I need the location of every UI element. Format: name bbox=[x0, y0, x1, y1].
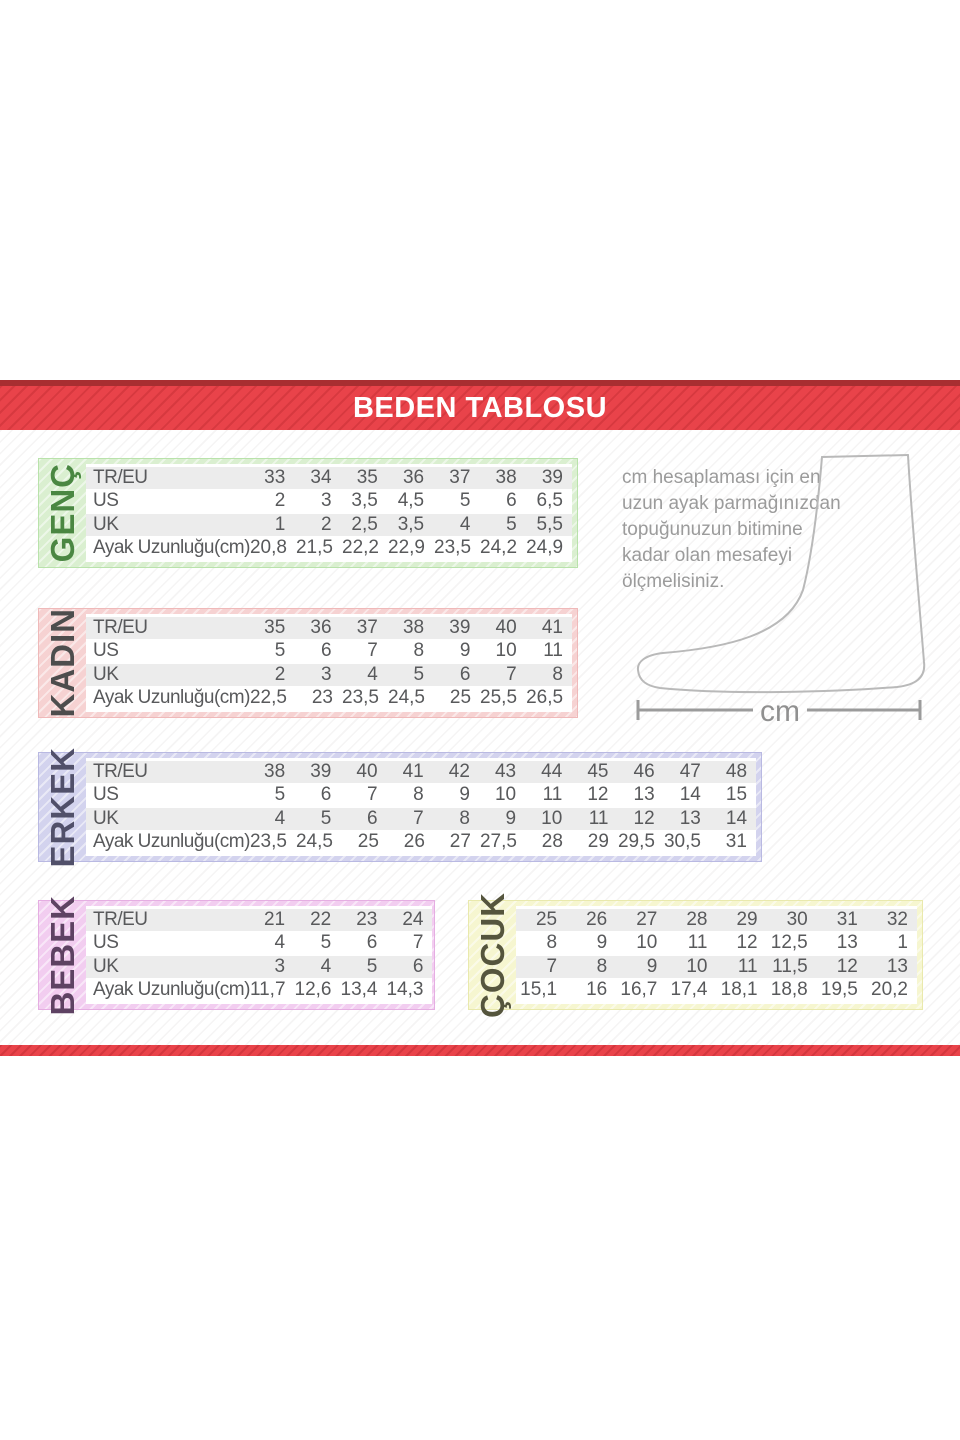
size-table-genc bbox=[38, 458, 578, 568]
size-value-cell: 39 bbox=[310, 761, 332, 783]
size-value-cell: 25 bbox=[357, 830, 379, 852]
size-value-cell: 5 bbox=[320, 932, 332, 954]
size-value-cell: 30 bbox=[786, 909, 808, 931]
table-side-band bbox=[469, 892, 516, 1018]
size-value-cell: 8 bbox=[413, 640, 425, 662]
size-value-cell: 16,7 bbox=[620, 978, 658, 1000]
row-label-cell: TR/EU bbox=[93, 617, 148, 639]
size-value-cell: 24 bbox=[402, 909, 424, 931]
size-value-cell: 2 bbox=[320, 513, 332, 535]
size-row bbox=[86, 784, 756, 806]
cm-unit-label: cm bbox=[760, 695, 800, 728]
table-side-label: GENÇ bbox=[44, 463, 81, 563]
size-row bbox=[86, 909, 432, 931]
size-value-cell: 3 bbox=[274, 955, 286, 977]
size-row bbox=[516, 956, 917, 978]
size-value-cell: 11,5 bbox=[772, 955, 808, 977]
size-value-cell: 8 bbox=[546, 932, 558, 954]
size-value-cell: 6,5 bbox=[536, 490, 563, 512]
size-value-cell: 10 bbox=[636, 932, 658, 954]
row-label-cell: UK bbox=[93, 955, 119, 977]
size-value-cell: 9 bbox=[505, 807, 517, 829]
size-value-cell: 19,5 bbox=[820, 978, 858, 1000]
size-value-cell: 18,8 bbox=[770, 978, 808, 1000]
size-value-cell: 4 bbox=[320, 955, 332, 977]
size-value-cell: 6 bbox=[506, 490, 517, 512]
instruction-line: ölçmelisiniz. bbox=[622, 571, 725, 592]
size-table-cocuk bbox=[468, 892, 923, 1018]
size-value-cell: 34 bbox=[310, 467, 332, 489]
size-value-cell: 6 bbox=[412, 955, 424, 977]
size-row bbox=[516, 932, 917, 954]
size-row bbox=[516, 909, 917, 931]
page-title: BEDEN TABLOSU bbox=[352, 391, 608, 424]
instruction-line: cm hesaplaması için en bbox=[622, 467, 821, 488]
size-value-cell: 7 bbox=[413, 807, 424, 829]
size-value-cell: 45 bbox=[587, 761, 609, 783]
size-value-cell: 7 bbox=[412, 932, 424, 954]
size-value-cell: 40 bbox=[356, 761, 378, 783]
size-value-cell: 16 bbox=[586, 978, 608, 1000]
row-label-cell: TR/EU bbox=[93, 467, 148, 489]
size-value-cell: 2 bbox=[274, 663, 286, 685]
size-value-cell: 27,5 bbox=[479, 830, 517, 852]
size-value-cell: 33 bbox=[264, 467, 286, 489]
size-value-cell: 17,4 bbox=[670, 978, 708, 1000]
size-value-cell: 3,5 bbox=[397, 513, 425, 535]
size-table-bebek bbox=[38, 894, 435, 1016]
size-value-cell: 5 bbox=[506, 513, 517, 535]
size-value-cell: 1 bbox=[897, 932, 908, 954]
size-value-cell: 3 bbox=[320, 490, 332, 512]
size-table-body bbox=[86, 464, 572, 562]
size-value-cell: 2,5 bbox=[351, 513, 378, 535]
size-value-cell: 11 bbox=[588, 807, 609, 829]
size-value-cell: 5 bbox=[413, 663, 425, 685]
size-value-cell: 5 bbox=[459, 490, 471, 512]
row-label-cell: TR/EU bbox=[93, 761, 148, 783]
size-value-cell: 13 bbox=[679, 807, 701, 829]
size-value-cell: 13 bbox=[633, 784, 655, 806]
size-value-cell: 24,2 bbox=[480, 536, 518, 558]
row-label-cell: Ayak Uzunluğu(cm) bbox=[93, 686, 250, 708]
size-value-cell: 48 bbox=[725, 761, 748, 783]
size-value-cell: 12,6 bbox=[294, 978, 332, 1000]
size-value-cell: 6 bbox=[459, 663, 471, 685]
size-value-cell: 22 bbox=[310, 909, 332, 931]
size-value-cell: 29 bbox=[736, 909, 758, 931]
size-value-cell: 10 bbox=[495, 640, 517, 662]
size-value-cell: 38 bbox=[402, 617, 425, 639]
size-value-cell: 8 bbox=[413, 784, 424, 806]
size-value-cell: 7 bbox=[506, 663, 517, 685]
size-value-cell: 36 bbox=[402, 467, 425, 489]
table-side-band bbox=[39, 459, 86, 567]
size-value-cell: 6 bbox=[366, 932, 378, 954]
table-side-label: BEBEK bbox=[44, 894, 81, 1016]
size-value-cell: 38 bbox=[495, 467, 517, 489]
size-value-cell: 3 bbox=[320, 663, 332, 685]
size-value-cell: 4 bbox=[274, 932, 286, 954]
size-value-cell: 11 bbox=[542, 784, 563, 806]
size-value-cell: 5 bbox=[274, 640, 286, 662]
row-label-cell: US bbox=[93, 490, 119, 512]
size-value-cell: 20,2 bbox=[871, 978, 908, 1000]
size-row bbox=[86, 979, 432, 1001]
size-value-cell: 7 bbox=[546, 955, 558, 977]
size-value-cell: 11,7 bbox=[249, 978, 286, 1000]
size-value-cell: 4,5 bbox=[397, 490, 425, 512]
size-value-cell: 6 bbox=[366, 807, 378, 829]
size-value-cell: 36 bbox=[310, 617, 332, 639]
size-value-cell: 14,3 bbox=[386, 978, 424, 1000]
size-value-cell: 31 bbox=[836, 909, 858, 931]
size-row bbox=[86, 467, 572, 489]
size-value-cell: 3,5 bbox=[351, 490, 378, 512]
size-value-cell: 23,5 bbox=[249, 830, 287, 852]
size-row bbox=[86, 514, 572, 536]
size-value-cell: 47 bbox=[679, 761, 701, 783]
instruction-line: kadar olan mesafeyi bbox=[622, 545, 793, 566]
instruction-line: uzun ayak parmağınızdan bbox=[622, 493, 841, 514]
instruction-line: topuğunuzun bitimine bbox=[622, 519, 803, 540]
size-value-cell: 41 bbox=[402, 761, 424, 783]
size-value-cell: 7 bbox=[366, 784, 378, 806]
size-value-cell: 5,5 bbox=[536, 513, 563, 535]
size-value-cell: 9 bbox=[459, 784, 470, 806]
table-side-label: ÇOCUK bbox=[474, 892, 511, 1018]
size-value-cell: 23,5 bbox=[342, 686, 379, 708]
size-value-cell: 24,5 bbox=[388, 686, 425, 708]
row-label-cell: UK bbox=[93, 513, 119, 535]
size-value-cell: 22,9 bbox=[388, 536, 425, 558]
size-row bbox=[86, 640, 572, 662]
size-value-cell: 10 bbox=[541, 807, 563, 829]
size-value-cell: 21 bbox=[263, 909, 286, 931]
size-value-cell: 35 bbox=[264, 617, 286, 639]
size-value-cell: 44 bbox=[541, 761, 563, 783]
size-table-body bbox=[86, 906, 432, 1004]
foot-outline-illustration bbox=[615, 450, 945, 740]
size-value-cell: 5 bbox=[274, 784, 286, 806]
size-value-cell: 6 bbox=[320, 640, 332, 662]
size-value-cell: 25 bbox=[449, 686, 472, 708]
size-value-cell: 11 bbox=[687, 932, 708, 954]
size-value-cell: 39 bbox=[541, 467, 563, 489]
table-side-band bbox=[39, 746, 86, 868]
row-label-cell: US bbox=[93, 784, 119, 806]
size-value-cell: 31 bbox=[725, 830, 747, 852]
size-value-cell: 24,9 bbox=[526, 536, 564, 558]
size-value-cell: 1 bbox=[274, 513, 286, 535]
size-table-body bbox=[86, 614, 572, 712]
size-value-cell: 35 bbox=[356, 467, 378, 489]
bottom-red-stripe bbox=[0, 1045, 960, 1056]
size-value-cell: 18,1 bbox=[720, 978, 758, 1000]
size-row bbox=[86, 490, 572, 512]
size-value-cell: 12,5 bbox=[770, 932, 808, 954]
size-value-cell: 11 bbox=[543, 640, 563, 662]
row-label-cell: US bbox=[93, 932, 119, 954]
size-value-cell: 30,5 bbox=[663, 830, 701, 852]
size-value-cell: 23 bbox=[356, 909, 378, 931]
size-chart-banner bbox=[0, 380, 960, 430]
size-value-cell: 12 bbox=[736, 932, 758, 954]
size-value-cell: 6 bbox=[320, 784, 332, 806]
size-value-cell: 13 bbox=[886, 955, 908, 977]
size-value-cell: 22,5 bbox=[249, 686, 287, 708]
size-value-cell: 29,5 bbox=[617, 830, 655, 852]
table-side-label: ERKEK bbox=[44, 746, 81, 868]
size-value-cell: 2 bbox=[274, 490, 286, 512]
size-value-cell: 9 bbox=[596, 932, 608, 954]
row-label-cell: US bbox=[93, 640, 119, 662]
size-value-cell: 43 bbox=[494, 761, 517, 783]
size-value-cell: 32 bbox=[886, 909, 908, 931]
size-row bbox=[86, 831, 756, 853]
size-value-cell: 23 bbox=[311, 686, 333, 708]
size-table-body bbox=[86, 758, 756, 856]
size-value-cell: 46 bbox=[633, 761, 655, 783]
size-value-cell: 10 bbox=[494, 784, 517, 806]
size-value-cell: 4 bbox=[274, 807, 286, 829]
size-row bbox=[86, 808, 756, 830]
size-table-body bbox=[516, 906, 917, 1004]
size-value-cell: 20,8 bbox=[249, 536, 287, 558]
size-value-cell: 14 bbox=[725, 807, 748, 829]
size-value-cell: 37 bbox=[449, 467, 471, 489]
size-value-cell: 38 bbox=[264, 761, 286, 783]
size-value-cell: 11 bbox=[737, 955, 758, 977]
foot-outline bbox=[638, 455, 924, 692]
size-row bbox=[86, 932, 432, 954]
row-label-cell: TR/EU bbox=[93, 909, 148, 931]
size-table-kadin bbox=[38, 608, 578, 718]
table-side-band bbox=[39, 609, 86, 717]
table-side-band bbox=[39, 894, 86, 1016]
row-label-cell: Ayak Uzunluğu(cm) bbox=[93, 536, 250, 558]
size-value-cell: 37 bbox=[356, 617, 378, 639]
size-value-cell: 40 bbox=[495, 617, 517, 639]
size-row bbox=[86, 537, 572, 559]
size-value-cell: 27 bbox=[636, 909, 658, 931]
size-value-cell: 27 bbox=[449, 830, 471, 852]
size-value-cell: 10 bbox=[686, 955, 708, 977]
size-value-cell: 14 bbox=[679, 784, 701, 806]
table-side-label: KADIN bbox=[44, 608, 81, 718]
size-table-erkek bbox=[38, 746, 762, 868]
size-value-cell: 12 bbox=[633, 807, 655, 829]
size-value-cell: 23,5 bbox=[434, 536, 472, 558]
size-value-cell: 15 bbox=[725, 784, 748, 806]
size-value-cell: 9 bbox=[459, 640, 471, 662]
size-value-cell: 29 bbox=[587, 830, 609, 852]
row-label-cell: Ayak Uzunluğu(cm) bbox=[93, 830, 250, 852]
size-value-cell: 22,2 bbox=[342, 536, 379, 558]
size-value-cell: 5 bbox=[366, 955, 378, 977]
size-value-cell: 4 bbox=[367, 663, 378, 685]
row-label-cell: UK bbox=[93, 663, 119, 685]
size-value-cell: 42 bbox=[448, 761, 470, 783]
size-value-cell: 8 bbox=[552, 663, 563, 685]
size-row bbox=[86, 687, 572, 709]
size-row bbox=[86, 956, 432, 978]
size-value-cell: 26 bbox=[586, 909, 608, 931]
size-row bbox=[86, 664, 572, 686]
size-value-cell: 13,4 bbox=[340, 978, 378, 1000]
size-value-cell: 28 bbox=[541, 830, 563, 852]
size-value-cell: 15,1 bbox=[520, 978, 558, 1000]
size-row bbox=[516, 979, 917, 1001]
size-value-cell: 12 bbox=[836, 955, 858, 977]
size-value-cell: 39 bbox=[449, 617, 471, 639]
size-value-cell: 24,5 bbox=[295, 830, 333, 852]
size-value-cell: 12 bbox=[587, 784, 609, 806]
size-value-cell: 26,5 bbox=[526, 686, 564, 708]
size-value-cell: 28 bbox=[686, 909, 708, 931]
size-row bbox=[86, 761, 756, 783]
size-value-cell: 5 bbox=[320, 807, 332, 829]
size-value-cell: 26 bbox=[403, 830, 425, 852]
row-label-cell: Ayak Uzunluğu(cm) bbox=[93, 978, 250, 1000]
size-value-cell: 25,5 bbox=[480, 686, 518, 708]
size-value-cell: 8 bbox=[459, 807, 470, 829]
size-row bbox=[86, 617, 572, 639]
size-value-cell: 9 bbox=[646, 955, 658, 977]
row-label-cell: UK bbox=[93, 807, 119, 829]
size-value-cell: 4 bbox=[459, 513, 471, 535]
size-value-cell: 21,5 bbox=[295, 536, 333, 558]
size-value-cell: 8 bbox=[596, 955, 608, 977]
size-value-cell: 25 bbox=[535, 909, 558, 931]
size-value-cell: 41 bbox=[541, 617, 563, 639]
size-value-cell: 13 bbox=[836, 932, 858, 954]
size-value-cell: 7 bbox=[367, 640, 378, 662]
